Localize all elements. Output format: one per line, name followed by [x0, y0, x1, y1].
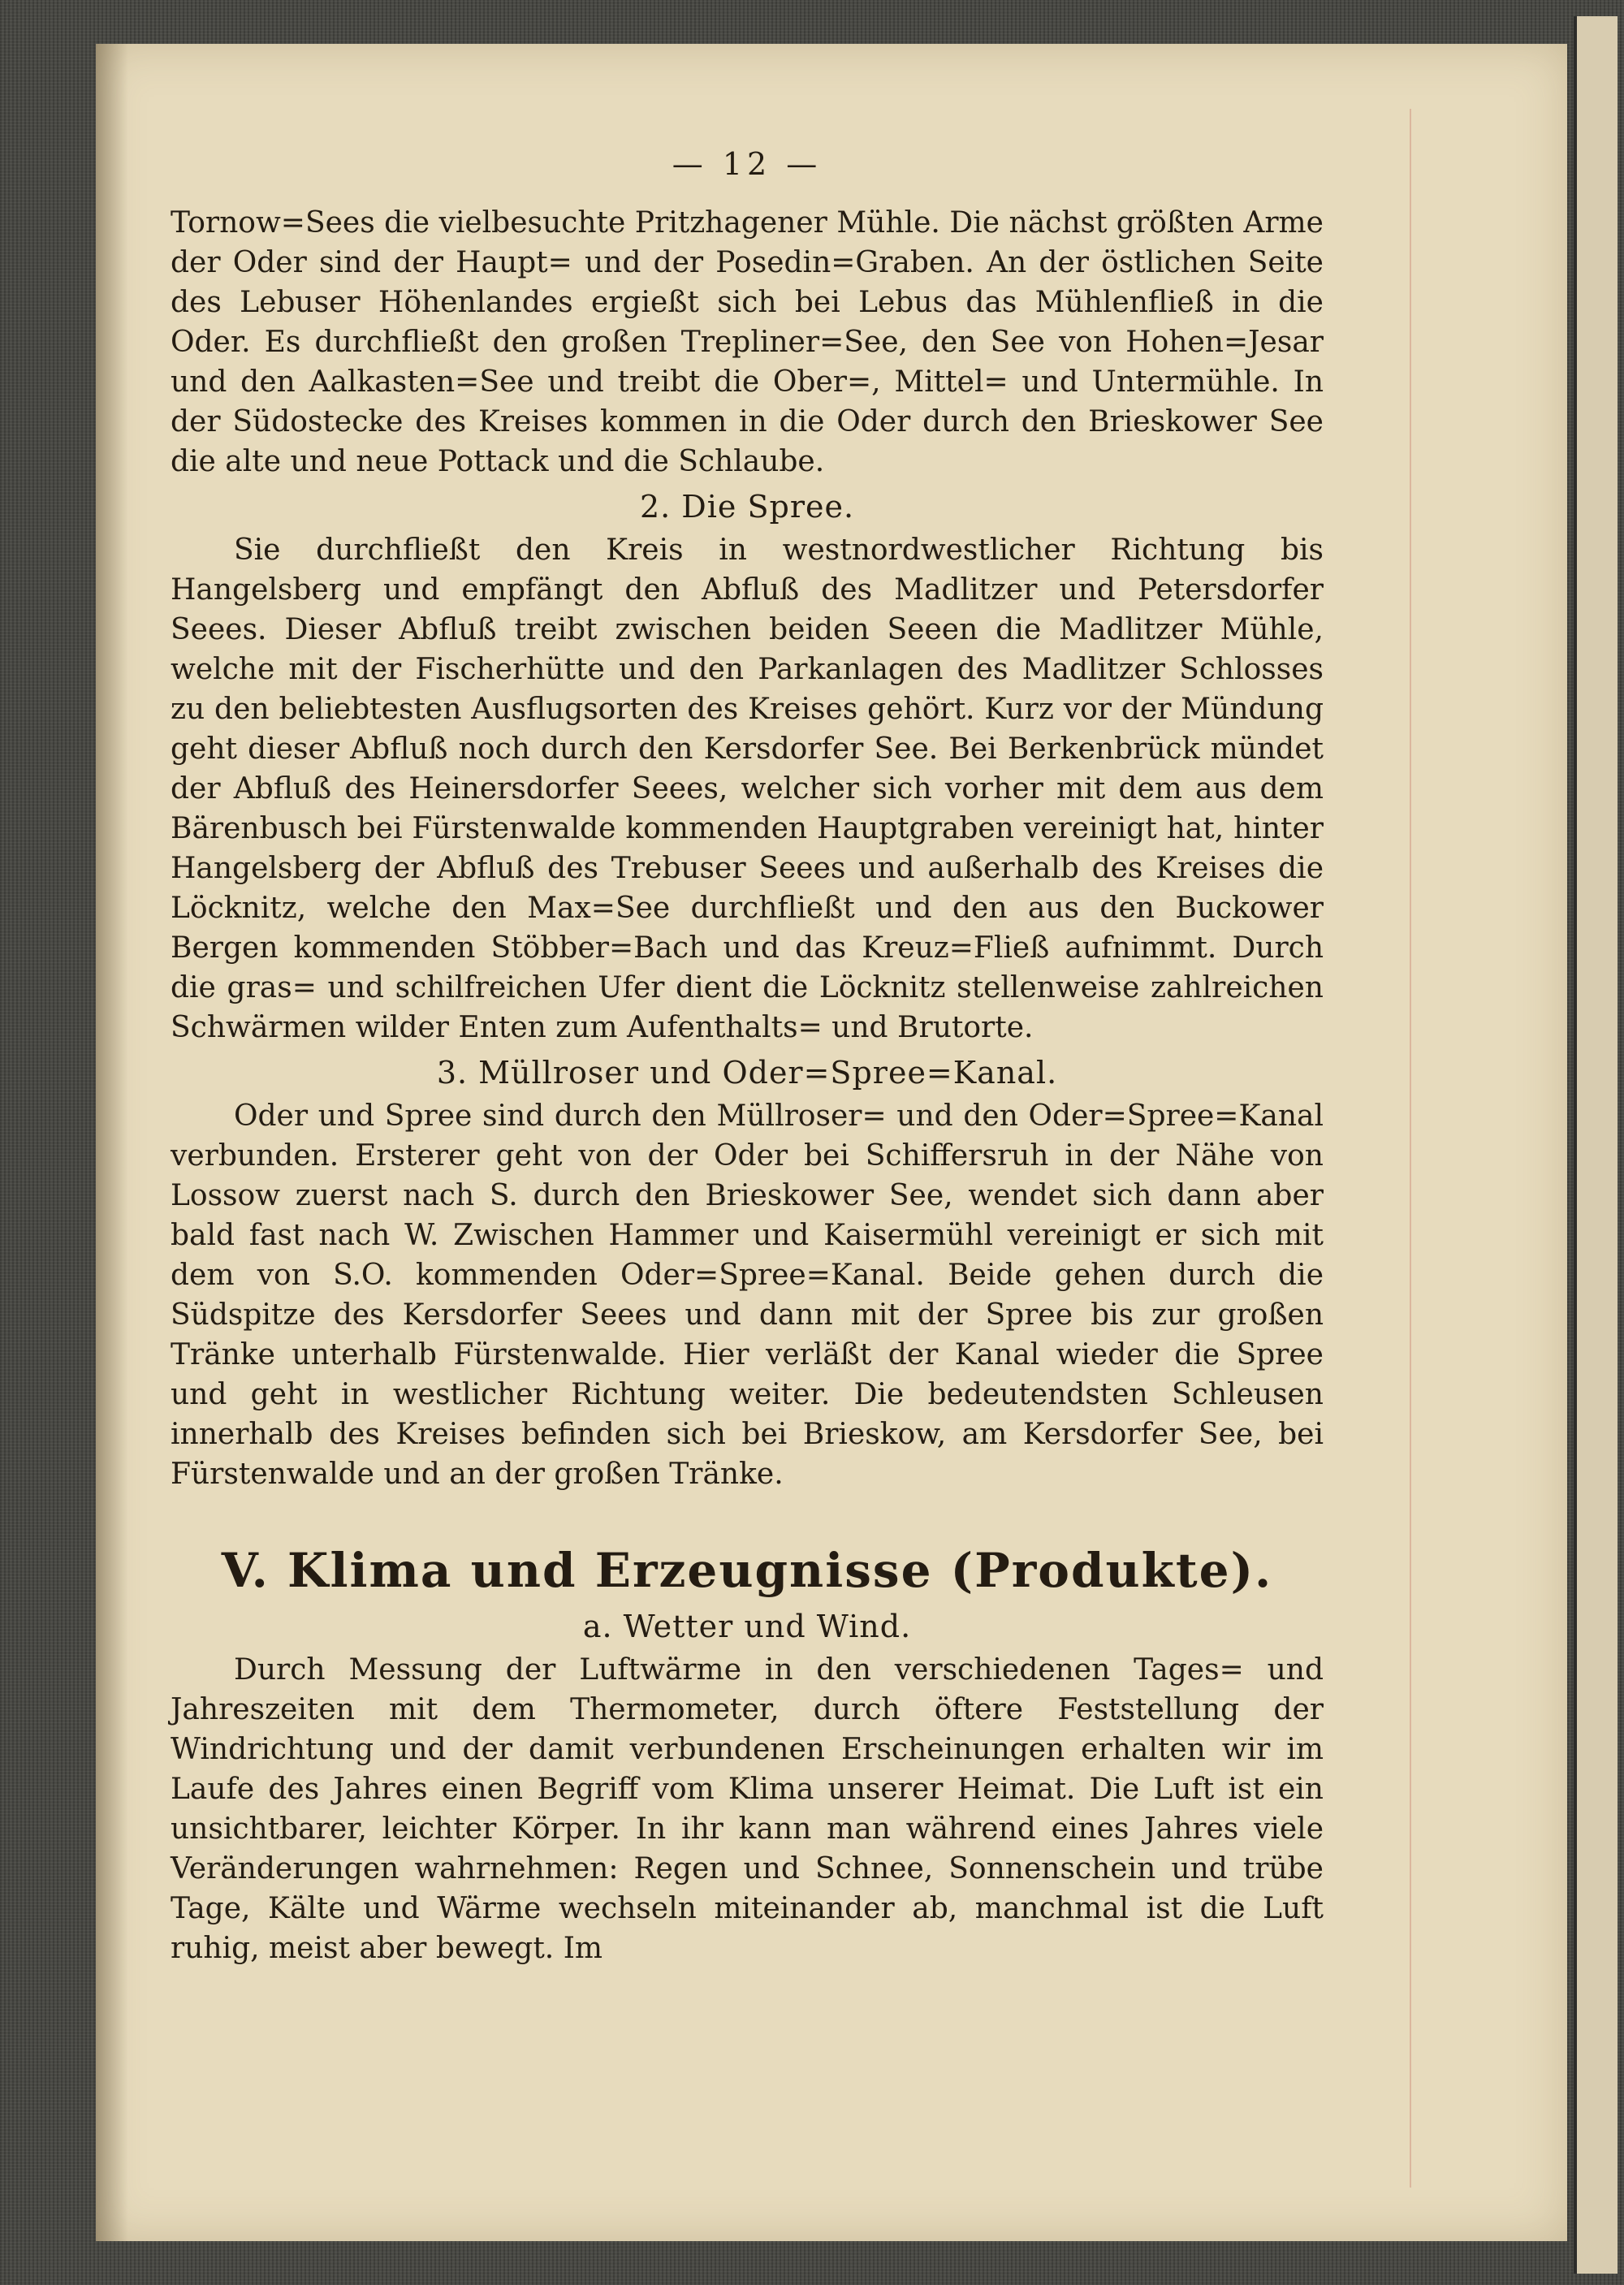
gutter-shadow: [96, 44, 128, 2241]
facing-page-edge: [1574, 16, 1618, 2274]
page-number: — 12 —: [672, 146, 823, 182]
section-heading-kanal: 3. Müllroser und Oder=Spree=Kanal.: [436, 1055, 1058, 1091]
paragraph-kanal: Oder und Spree sind durch den Müllroser= und den Oder=Spree=Kanal verbunden. Ersterer geht von der Oder bei Schiffersruh in der Nähe von Lossow zuerst nach S. durch den Brieskower See, wendet sich dann aber bald fast nach W. Zwischen Hammer und Kaisermühl vereinigt er sich mit dem von S.O. kommenden Oder=Spree=Kanal. Beide gehen durch die Südspitze des Kersdorfer Seees und dann mit der Spree bis zur großen Tränke unterhalb Fürstenwalde. Hier verläßt der Kanal wieder die Spree und geht in westlicher Richtung weiter. Die bedeutendsten Schleusen innerhalb des Kreises befinden sich bei Brieskow, am Kersdorfer See, bei Fürstenwalde und an der großen Tränke.: [171, 1099, 1324, 1491]
section-heading-wetter: a. Wetter und Wind.: [582, 1609, 912, 1644]
paragraph-oder-tributaries: Tornow=Sees die vielbesuchte Pritzhagener Mühle. Die nächst größten Arme der Oder sind der Haupt= und der Posedin=Graben. An der östlichen Seite des Lebuser Höhenlandes ergießt sich bei Lebus das Mühlenfließ in die Oder. Es durchfließt den großen Trepliner=See, den See von Hohen=Jesar und den Aalkasten=See und treibt die Ober=, Mittel= und Untermühle. In der Südostecke des Kreises kommen in die Oder durch den Brieskower See die alte und neue Pottack und die Schlaube.: [171, 206, 1324, 478]
section-heading-spree: 2. Die Spree.: [639, 489, 855, 525]
page-text: [171, 146, 1324, 1968]
chapter-title: V. Klima und Erzeugnisse (Produkte).: [221, 1543, 1273, 1598]
paragraph-spree: Sie durchfließt den Kreis in westnordwestlicher Richtung bis Hangelsberg und empfängt den Abfluß des Madlitzer und Petersdorfer Seees. Dieser Abfluß treibt zwischen beiden Seeen die Madlitzer Mühle, welche mit der Fischerhütte und den Parkanlagen des Madlitzer Schlosses zu den beliebtesten Ausflugsorten des Kreises gehört. Kurz vor der Mündung geht dieser Abfluß noch durch den Kersdorfer See. Bei Berkenbrück mündet der Abfluß des Heinersdorfer Seees, welcher sich vorher mit dem aus dem Bärenbusch bei Fürstenwalde kommenden Hauptgraben vereinigt hat, hinter Hangelsberg der Abfluß des Trebuser Seees und außerhalb des Kreises die Löcknitz, welche den Max=See durchfließt und den aus den Buckower Bergen kommenden Stöbber=Bach und das Kreuz=Fließ aufnimmt. Durch die gras= und schilfreichen Ufer dient die Löcknitz stellenweise zahlreichen Schwärmen wilder Enten zum Aufenthalts= und Brutorte.: [171, 533, 1324, 1044]
paragraph-wetter: Durch Messung der Luftwärme in den verschiedenen Tages= und Jahreszeiten mit dem Thermometer, durch öftere Feststellung der Windrichtung und der damit verbundenen Erscheinungen erhalten wir im Laufe des Jahres einen Begriff vom Klima unserer Heimat. Die Luft ist ein unsichtbarer, leichter Körper. In ihr kann man während eines Jahres viele Veränderungen wahrnehmen: Regen und Schnee, Sonnenschein und trübe Tage, Kälte und Wärme wechseln miteinander ab, manchmal ist die Luft ruhig, meist aber bewegt. Im: [171, 1653, 1324, 1965]
margin-stain: [1410, 109, 1411, 2188]
